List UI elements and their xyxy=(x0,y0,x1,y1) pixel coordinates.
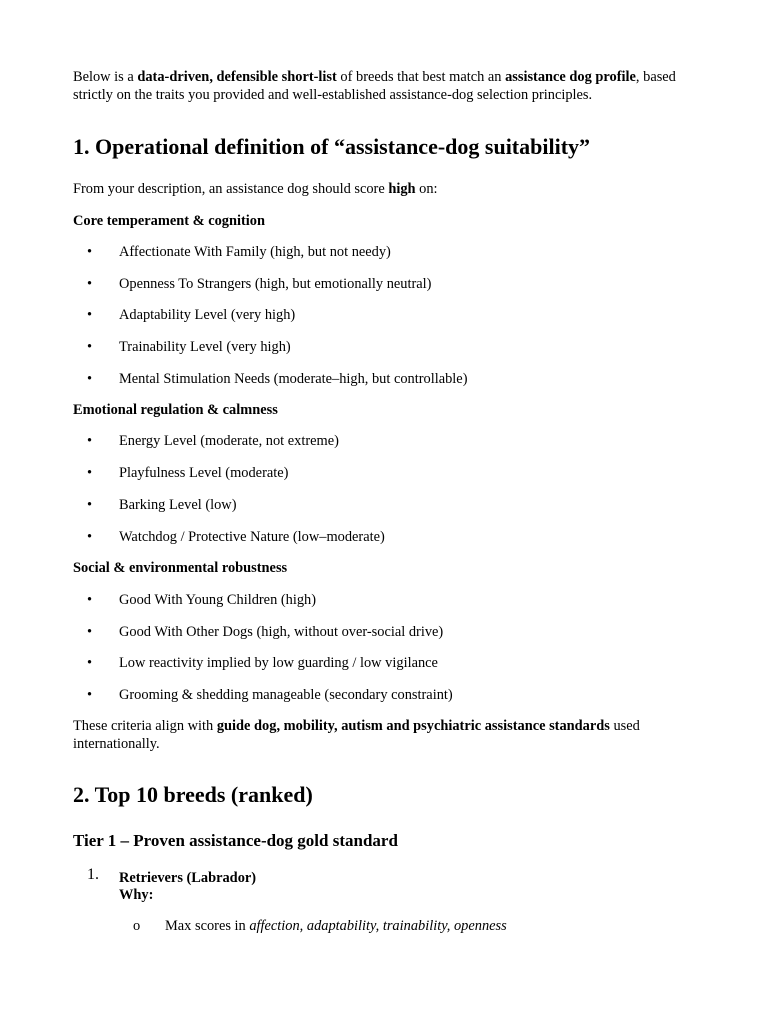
intro-paragraph xyxy=(73,68,713,104)
sub-item-italic: affection, adaptability, trainability, openness xyxy=(249,918,507,934)
intro-text: Below is a xyxy=(73,69,138,85)
list-item xyxy=(87,370,468,388)
bullet-glyph: • xyxy=(87,465,93,481)
bullet-glyph: • xyxy=(87,624,93,640)
list-item-text: Mental Stimulation Needs (moderate–high, but controllable) xyxy=(119,371,468,387)
list-item xyxy=(87,432,339,450)
lead-text: From your description, an assistance dog should score xyxy=(73,181,389,197)
lead-bold: high xyxy=(388,181,416,197)
list-item xyxy=(87,306,295,324)
bullet-glyph: • xyxy=(87,339,93,355)
bullet-glyph: • xyxy=(87,592,93,608)
list-item-text: Grooming & shedding manageable (secondary constraint) xyxy=(119,687,453,703)
bullet-glyph: • xyxy=(87,433,93,449)
tier1-heading: Tier 1 – Proven assistance-dog gold standard xyxy=(73,831,398,850)
list-item xyxy=(87,686,453,704)
section1-lead xyxy=(73,180,438,198)
bullet-glyph: • xyxy=(87,371,93,387)
group-title: Emotional regulation & calmness xyxy=(73,402,278,418)
group-title: Core temperament & cognition xyxy=(73,213,265,229)
closing-bold: guide dog, mobility, autism and psychiatric assistance standards xyxy=(216,718,610,734)
bullet-glyph: • xyxy=(87,244,93,260)
closing-text: used xyxy=(609,718,640,734)
intro-bold: data-driven, defensible short-list xyxy=(137,69,337,85)
bullet-glyph: • xyxy=(87,307,93,323)
intro-bold: assistance dog profile xyxy=(505,69,636,85)
closing-paragraph-end: internationally. xyxy=(73,736,160,752)
list-item-text: Energy Level (moderate, not extreme) xyxy=(119,433,339,449)
sub-list-item xyxy=(133,917,507,935)
closing-text: These criteria align with xyxy=(73,718,217,734)
list-item xyxy=(87,623,443,641)
bullet-glyph: • xyxy=(87,687,93,703)
sub-bullet-glyph: o xyxy=(133,918,141,934)
sub-item-text: Max scores in xyxy=(165,918,250,934)
list-item xyxy=(87,275,431,293)
list-item-text: Good With Other Dogs (high, without over-social drive) xyxy=(119,624,444,640)
list-item-text: Good With Young Children (high) xyxy=(119,592,317,608)
closing-paragraph xyxy=(73,717,640,735)
list-item-text: Adaptability Level (very high) xyxy=(119,307,296,323)
list-item xyxy=(87,338,291,356)
section2-heading: 2. Top 10 breeds (ranked) xyxy=(73,782,313,807)
bullet-glyph: • xyxy=(87,497,93,513)
list-item xyxy=(87,243,391,261)
intro-text: , based strictly on the traits you provided and well-established assistance-dog selection principles. xyxy=(73,69,676,103)
bullet-glyph: • xyxy=(87,276,93,292)
ranked-item-number xyxy=(87,866,119,884)
list-item xyxy=(87,528,385,546)
ranked-item-title: Retrievers (Labrador) xyxy=(119,870,257,886)
bullet-glyph: • xyxy=(87,655,93,671)
group-title: Social & environmental robustness xyxy=(73,560,288,576)
intro-text: of breeds that best match an xyxy=(336,69,506,85)
list-item-text: Openness To Strangers (high, but emotionally neutral) xyxy=(119,276,432,292)
lead-text: on: xyxy=(415,181,438,197)
bullet-glyph: • xyxy=(87,529,93,545)
section1-heading: 1. Operational definition of “assistance-dog suitability” xyxy=(73,134,591,159)
item-number: 1. xyxy=(87,866,99,883)
list-item xyxy=(87,496,237,514)
ranked-item-why: Why: xyxy=(119,887,154,903)
list-item xyxy=(87,591,316,609)
list-item-text: Watchdog / Protective Nature (low–moderate) xyxy=(119,529,385,545)
list-item-text: Trainability Level (very high) xyxy=(119,339,291,355)
list-item-text: Playfulness Level (moderate) xyxy=(119,465,289,481)
list-item-text: Affectionate With Family (high, but not needy) xyxy=(119,244,391,260)
list-item xyxy=(87,464,288,482)
list-item-text: Barking Level (low) xyxy=(119,497,237,513)
list-item-text: Low reactivity implied by low guarding / low vigilance xyxy=(119,655,438,671)
list-item xyxy=(87,654,438,672)
